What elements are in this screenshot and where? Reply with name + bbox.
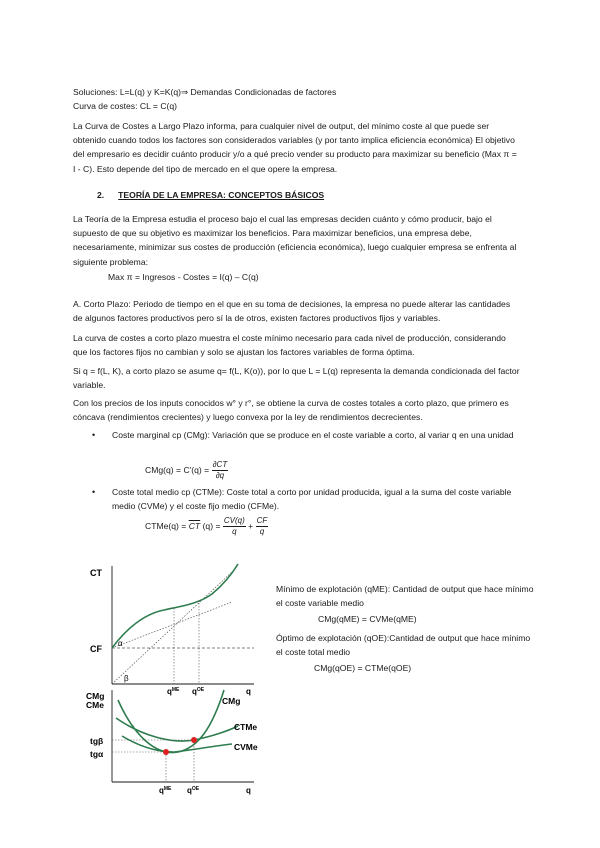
marginal-cost-lhs: CMg(q) = C'(q) = xyxy=(145,464,210,475)
bottom-q-oe-label: $q^{OE}$ xyxy=(187,786,200,795)
marginal-cost-fraction xyxy=(212,460,229,481)
cost-curve-line: Curva de costes: CL = C(q) xyxy=(73,101,178,111)
cmg-curve-label: CMg xyxy=(222,696,241,706)
production-function-paragraph: Si q = f(L, K), a corto plazo se asume q= f(L, K(o)), por lo que L = L(q) representa la demanda condicionada del factor variable. xyxy=(73,366,520,391)
variable-cost-fraction xyxy=(223,516,246,537)
fraction-numerator: ∂CT xyxy=(212,460,228,469)
ctme-curve-label: CTMe xyxy=(234,722,258,732)
ct-axis-label: CT xyxy=(90,568,102,578)
fraction-denominator: q xyxy=(259,527,265,536)
average-total-cost-text: Coste total medio cp (CTMe): Coste total a corto por unidad producida, igual a la suma del coste variable medio (CVMe) y el coste fijo medio (CFMe). xyxy=(112,487,512,512)
average-variable-cost-curve xyxy=(122,736,232,752)
atc-lhs: CTMe(q) = xyxy=(145,520,187,531)
optimum-exploitation-equation: CMg(qOE) = CTMe(qOE) xyxy=(314,663,412,673)
fraction-numerator: CV(q) xyxy=(223,516,245,525)
section-title: TEORÍA DE LA EMPRESA: CONCEPTOS BÁSICOS xyxy=(118,190,325,200)
plus-sign: + xyxy=(248,520,254,531)
bottom-q-me-label: $q^{ME}$ xyxy=(159,786,172,795)
alpha-angle: α xyxy=(118,639,123,648)
minimum-exploitation-definition: Mínimo de explotación (qME): Cantidad de output que hace mínimo el coste variable medio xyxy=(276,584,534,609)
short-run-paragraph: A. Corto Plazo: Periodo de tiempo en el que en su toma de decisiones, la empresa no puede alterar las cantidades de algunos factores productivos pero sí la de otros, existen factores productivos fijos y variables. xyxy=(73,299,511,324)
ct-bar: $\overline{CT}$ xyxy=(188,520,201,531)
bullet-marker: • xyxy=(92,487,96,497)
average-total-cost-curve xyxy=(116,718,238,741)
atc-q-part: (q) = xyxy=(202,520,221,531)
top-q-oe-label: $q^{OE}$ xyxy=(192,687,205,696)
top-q-axis-label: q xyxy=(246,687,251,696)
cmg-axis-label: CMg xyxy=(86,691,105,701)
tg-beta-label: tgβ xyxy=(90,736,104,746)
max-profit-equation: Max π = Ingresos - Costes = I(q) – C(q) xyxy=(108,272,259,282)
top-q-me-label: $q^{ME}$ xyxy=(167,687,180,696)
cost-curves-graph xyxy=(82,560,272,800)
input-prices-paragraph: Con los precios de los inputs conocidos w° y r°, se obtiene la curva de costes totales a corto plazo, que primero es cóncava (rendimientos crecientes) y luego convexa por la ley de rendimientos decrecientes. xyxy=(73,398,509,423)
average-total-cost-formula xyxy=(145,516,268,537)
fraction-denominator: ∂q xyxy=(215,471,225,480)
theory-paragraph: La Teoría de la Empresa estudia el proceso bajo el cual las empresas deciden cuánto y cómo producir, bajo el supuesto de que su objetivo es maximizar los beneficios. Para maximizar beneficios, una empresa debe, necesariamente, minimizar sus costes de producción (eficiencia económica), luego cualquier empresa se enfrenta al siguiente problema: xyxy=(73,214,517,267)
optimum-exploitation-point xyxy=(191,737,197,743)
fixed-cost-fraction xyxy=(256,516,269,537)
total-cost-curve xyxy=(112,564,238,648)
section-number: 2. xyxy=(97,190,105,200)
solutions-line: Soluciones: L=L(q) y K=K(q)⇒ Demandas Condicionadas de factores xyxy=(73,87,337,97)
minimum-exploitation-equation: CMg(qME) = CVMe(qME) xyxy=(318,614,417,624)
marginal-cost-formula xyxy=(145,460,228,481)
cf-label: CF xyxy=(90,644,102,654)
cme-axis-label: CMe xyxy=(86,700,104,710)
marginal-cost-text: Coste marginal cp (CMg): Variación que se produce en el coste variable a corto, al variar q en una unidad xyxy=(112,430,514,440)
intro-paragraph: La Curva de Costes a Largo Plazo informa, para cualquier nivel de output, del mínimo coste al que puede ser obtenido cuando todos los factores son considerados variables (y por tanto implica eficiencia económica) El objetivo del empresario es decidir cuánto producir y/o a qué precio vender su producto para maximizar su beneficio (Max π = I - C). Esto depende del tipo de mercado en el que opere la empresa. xyxy=(73,121,517,174)
optimum-exploitation-definition: Óptimo de explotación (qOE):Cantidad de output que hace mínimo el coste total medio xyxy=(276,633,531,658)
bullet-marker: • xyxy=(92,430,96,440)
section-heading xyxy=(97,190,324,200)
fraction-numerator: CF xyxy=(256,516,268,525)
fraction-denominator: q xyxy=(232,527,237,536)
beta-angle: β xyxy=(124,674,129,683)
tg-alpha-label: tgα xyxy=(90,749,104,759)
bottom-q-axis-label: q xyxy=(246,786,251,795)
minimum-exploitation-point xyxy=(163,749,169,755)
cvme-curve-label: CVMe xyxy=(234,742,258,752)
short-run-cost-paragraph: La curva de costes a corto plazo muestra el coste mínimo necesario para cada nivel de producción, considerando que los factores fijos no cambian y solo se ajustan los factores variables de forma óptima. xyxy=(73,333,506,358)
